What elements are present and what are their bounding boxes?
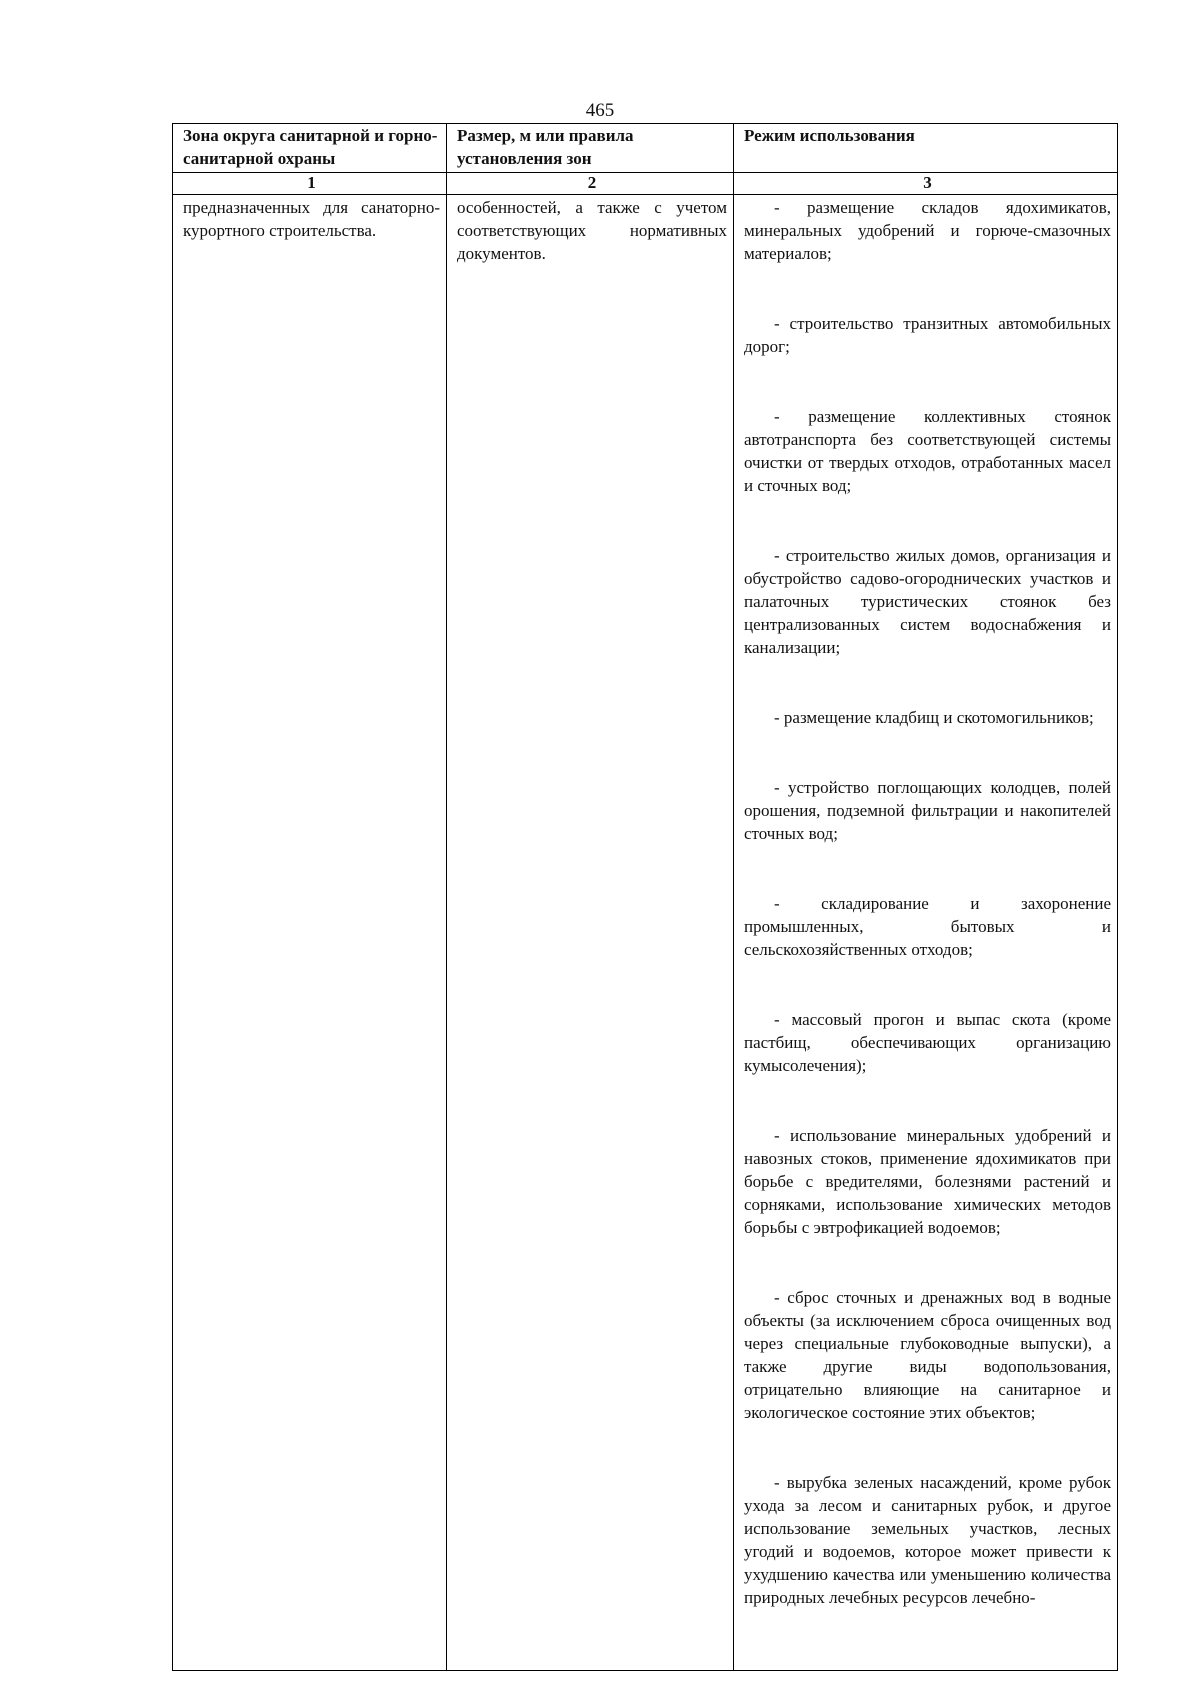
header-regime: Режим использования [734, 124, 1118, 173]
cell-size [447, 195, 734, 1671]
regime-item: - размещение кладбищ и скотомогильников; [774, 708, 1094, 727]
regime-item: - строительство транзитных автомобильных дорог; [744, 314, 1111, 356]
column-number-row [173, 173, 1118, 195]
table-header-row [173, 124, 1118, 173]
regime-item: - складирование и захоронение промышленных, бытовых и сельскохозяйственных отходов; [744, 894, 1111, 959]
regime-item: - размещение коллективных стоянок автотранспорта без соответствующей системы очистки от твердых отходов, отработанных масел и сточных вод; [744, 407, 1111, 495]
size-text: особенностей, а также с учетом соответствующих нормативных документов. [457, 198, 727, 263]
cell-zone [173, 195, 447, 1671]
regime-item: - вырубка зеленых насаждений, кроме рубок ухода за лесом и санитарных рубок, и другое использование земельных участков, лесных угодий и водоемов, которое может привести к ухудшению качества или уменьшению количества природных лечебных ресурсов лечебно- [744, 1473, 1111, 1607]
regulation-table [172, 123, 1118, 1671]
regime-item: - строительство жилых домов, организация и обустройство садово-огороднических участков и палаточных туристических стоянок без централизованных систем водоснабжения и канализации; [744, 546, 1111, 657]
table-row [173, 195, 1118, 1671]
page-number: 465 [585, 100, 615, 121]
column-number-2: 2 [447, 173, 734, 195]
regime-item: - устройство поглощающих колодцев, полей орошения, подземной фильтрации и накопителей сточных вод; [744, 778, 1111, 843]
header-size: Размер, м или правила установления зон [447, 124, 734, 173]
header-zone: Зона округа санитарной и горно-санитарной охраны [173, 124, 447, 173]
zone-text: предназначенных для санаторно-курортного строительства. [183, 198, 440, 240]
cell-regime [734, 195, 1118, 1671]
regime-item: - массовый прогон и выпас скота (кроме пастбищ, обеспечивающих организацию кумысолечения); [744, 1010, 1111, 1075]
regime-item: - сброс сточных и дренажных вод в водные объекты (за исключением сброса очищенных вод через специальные глубоководные выпуски), а также другие виды водопользования, отрицательно влияющие на санитарное и экологическое состояние этих объектов; [744, 1288, 1111, 1422]
column-number-1: 1 [173, 173, 447, 195]
column-number-3: 3 [734, 173, 1118, 195]
regime-item: - использование минеральных удобрений и навозных стоков, применение ядохимикатов при борьбе с вредителями, болезнями растений и сорняками, использование химических методов борьбы с эвтрофикацией водоемов; [744, 1126, 1111, 1237]
regime-item: - размещение складов ядохимикатов, минеральных удобрений и горюче-смазочных материалов; [744, 198, 1111, 263]
